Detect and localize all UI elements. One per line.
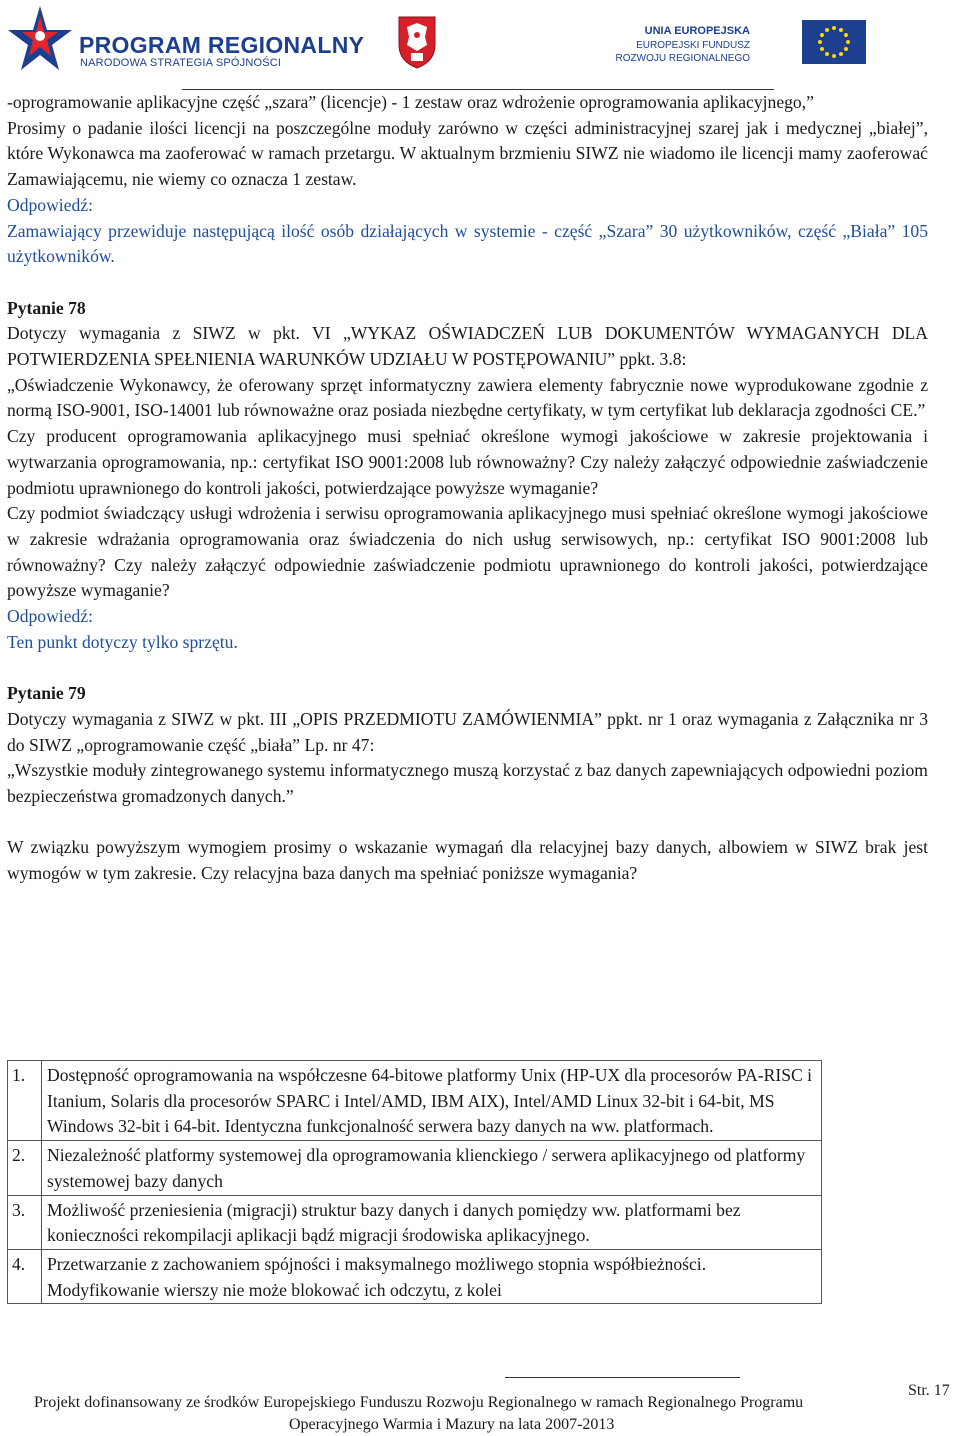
- page-header: [0, 0, 960, 80]
- table-row: [8, 1061, 822, 1141]
- answer-text: Zamawiający przewiduje następującą ilość osób działających w systemie - część „Szara” 30 użytkowników, część „Biała” 105 użytkowników.: [7, 220, 928, 267]
- paragraph: „Wszystkie moduły zintegrowanego systemu informatycznego muszą korzystać z baz danych zapewniających odpowiedni poziom bezpieczeństwa gromadzonych danych.”: [7, 760, 928, 806]
- answer-text: Ten punkt dotyczy tylko sprzętu.: [7, 631, 238, 652]
- paragraph: Prosimy o padanie ilości licencji na poszczególne moduły zarówno w części administracyjnej szarej jak i medycznej „białej”, które Wykonawca ma zaoferować w ramach przetargu. W aktualnym brzmieniu SIWZ nie wiadomo ile licencji mamy zaoferować Zamawiającemu, nie wiemy co oznacza 1 zestaw.: [7, 117, 928, 190]
- eu-flag-icon: [802, 20, 866, 64]
- table-row: [8, 1249, 822, 1303]
- page-number: Str. 17: [908, 1382, 950, 1399]
- question-title: Pytanie 78: [7, 297, 86, 318]
- row-text: Niezależność platformy systemowej dla oprogramowania klienckiego / serwera aplikacyjnego od platformy systemowej bazy danych: [42, 1141, 822, 1195]
- footer-divider: [505, 1377, 740, 1378]
- paragraph: Dotyczy wymagania z SIWZ w pkt. VI „WYKAZ OŚWIADCZEŃ LUB DOKUMENTÓW WYMAGANYCH DLA POTWIERDZENIA SPEŁNIENIA WARUNKÓW UDZIAŁU W POSTĘPOWANIU” ppkt. 3.8:: [7, 323, 928, 370]
- eu-logo: [615, 20, 860, 75]
- footer-line-2: Operacyjnego Warmia i Mazury na lata 2007-2013: [289, 1416, 615, 1433]
- paragraph: Czy podmiot świadczący usługi wdrożenia i serwisu oprogramowania aplikacyjnego musi spełniać określone wymogi jakościowe w zakresie wdrażania oprogramowania oraz świadczenia do nich usług serwisowych, np.: certyfikat ISO 9001:2008 lub równoważny? Czy należy załączyć odpowiednie zaświadczenie podmiotu uprawnionego do kontroli jakości, potwierdzające powyższe wymaganie?: [7, 503, 928, 601]
- footer-line-1: Projekt dofinansowany ze środków Europejskiego Funduszu Rozwoju Regionalnego w ramach Regionalnego Programu: [34, 1394, 804, 1411]
- paragraph: Czy producent oprogramowania aplikacyjnego musi spełniać określone wymogi jakościowe w zakresie projektowania i wytwarzania oprogramowania, np.: certyfikat ISO 9001:2008 lub równoważny? Czy należy załączyć odpowiednie zaświadczenie podmiotu uprawnionego do kontroli jakości, potwierdzające powyższe wymaganie?: [7, 426, 928, 498]
- row-number: 3.: [8, 1195, 42, 1249]
- logo-subtitle: NARODOWA STRATEGIA SPÓJNOŚCI: [80, 57, 282, 69]
- paragraph: „Oświadczenie Wykonawcy, że oferowany sprzęt informatyczny zawiera elementy fabrycznie nowe wyprodukowane zgodnie z normą ISO-9001, ISO-14001 lub równoważne oraz posiada niezbędne certyfikaty, w tym certyfikat lub deklaracja zgodności CE.”: [7, 374, 928, 421]
- paragraph: W związku powyższym wymogiem prosimy o wskazanie wymagań dla relacyjnej bazy danych, albowiem w SIWZ brak jest wymogów w tym zakresie. Czy relacyjna baza danych ma spełniać poniższe wymagania?: [7, 837, 928, 884]
- table-row: [8, 1195, 822, 1249]
- logo-title: PROGRAM REGIONALNY: [79, 32, 365, 58]
- row-number: 4.: [8, 1249, 42, 1303]
- table-row: [8, 1141, 822, 1195]
- eu-line-2: EUROPEJSKI FUNDUSZ: [636, 40, 750, 51]
- question-title: Pytanie 79: [7, 683, 86, 704]
- answer-label: Odpowiedź:: [7, 606, 93, 627]
- row-text: Dostępność oprogramowania na współczesne 64-bitowe platformy Unix (HP-UX dla procesorów PA-RISC i Itanium, Solaris dla procesorów SPARC i Intel/AMD, IBM AIX), Intel/AMD Linux 32-bit i 64-bit, MS Windows 32-bit i 64-bit. Identyczna funkcjonalność serwera bazy danych na ww. platformach.: [42, 1061, 822, 1141]
- row-number: 2.: [8, 1141, 42, 1195]
- requirements-table: [7, 1060, 822, 1304]
- eu-line-1: UNIA EUROPEJSKA: [644, 25, 750, 37]
- program-regionalny-logo: [6, 4, 365, 76]
- row-text: Przetwarzanie z zachowaniem spójności i maksymalnego możliwego stopnia współbieżności. Modyfikowanie wierszy nie może blokować ich odczytu, z kolei: [42, 1249, 822, 1303]
- row-number: 1.: [8, 1061, 42, 1141]
- eu-line-3: ROZWOJU REGIONALNEGO: [615, 53, 750, 64]
- answer-label: Odpowiedź:: [7, 194, 93, 215]
- warmia-mazury-crest-icon: [397, 15, 437, 69]
- paragraph: Dotyczy wymagania z SIWZ w pkt. III „OPIS PRZEDMIOTU ZAMÓWIENMIA” ppkt. nr 1 oraz wymagania z Załącznika nr 3 do SIWZ „oprogramowanie część „biała” Lp. nr 47:: [7, 708, 928, 755]
- row-text: Możliwość przeniesienia (migracji) struktur bazy danych i danych pomiędzy ww. platformami bez konieczności rekompilacji aplikacji bądź migracji środowiska aplikacyjnego.: [42, 1195, 822, 1249]
- document-body: [7, 90, 928, 887]
- star-logo-icon: [6, 4, 74, 74]
- paragraph: -oprogramowanie aplikacyjne część „szara” (licencje) - 1 zestaw oraz wdrożenie oprogramowania aplikacyjnego,”: [7, 92, 814, 112]
